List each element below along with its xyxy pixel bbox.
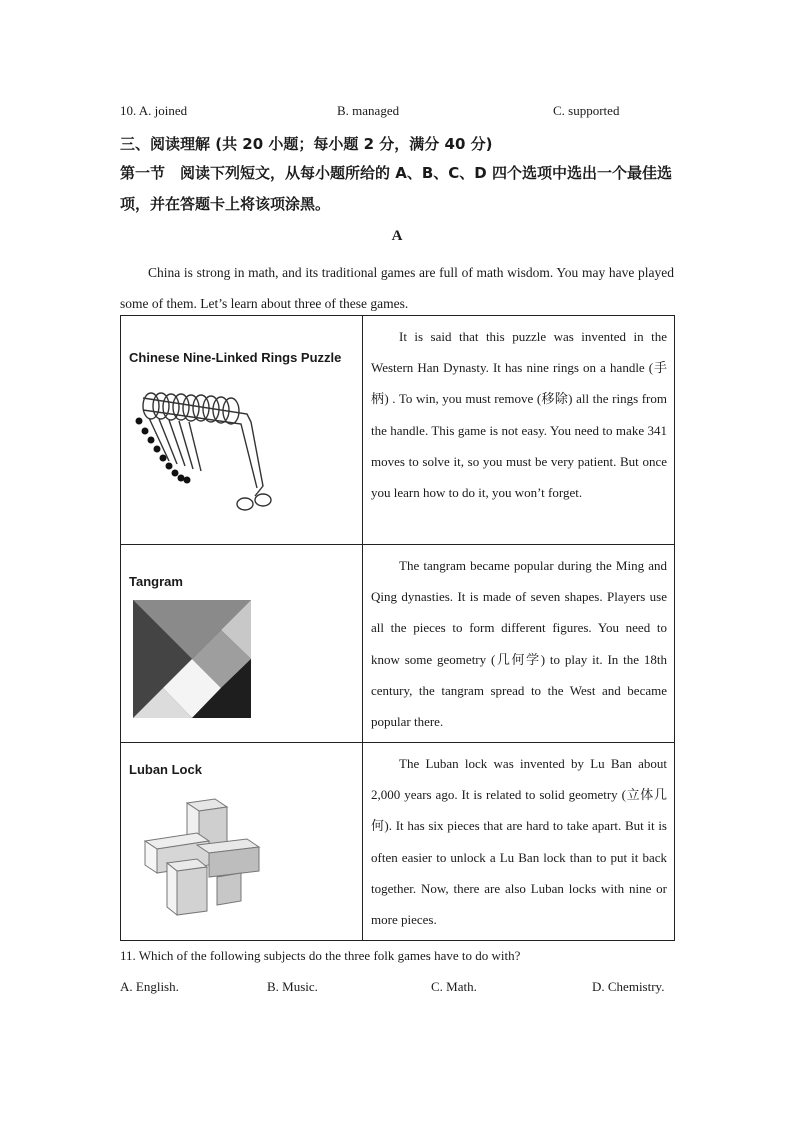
game-desc-tangram	[363, 545, 675, 743]
q11-stem: 11. Which of the following subjects do the three folk games have to do with?	[120, 948, 521, 963]
luban-lock-image	[137, 793, 267, 918]
game-desc-luban	[363, 743, 675, 941]
q10-option-a: 10. A. joined	[120, 103, 188, 118]
q11-option-d: D. Chemistry.	[592, 979, 665, 994]
game-description: The tangram became popular during the Ming and Qing dynasties. It is made of seven shapes. Players use all the pieces to form different figures. You need to know some geometry (几何学) to play it. In the 18th century, the tangram spread to the West and became popular there.	[371, 558, 667, 730]
tangram-image	[133, 600, 251, 718]
game-name: Tangram	[129, 574, 183, 589]
q11-option-a: A. English.	[120, 979, 179, 994]
q11-option-b: B. Music.	[267, 979, 318, 994]
table-row	[121, 316, 675, 545]
game-name: Chinese Nine-Linked Rings Puzzle	[129, 350, 342, 365]
game-description: It is said that this puzzle was invented in the Western Han Dynasty. It has nine rings on a handle (手柄) . To win, you must remove (移除) all the rings from the handle. This game is not easy. You need to make 341 moves to solve it, so you must be very patient. But once you learn how to do it, you won’t forget.	[371, 329, 667, 501]
games-table	[120, 315, 675, 941]
game-name: Luban Lock	[129, 762, 202, 777]
table-row	[121, 545, 675, 743]
section-title: 三、阅读理解 (共 20 小题；每小题 2 分，满分 40 分)	[120, 135, 493, 153]
game-cell-rings	[121, 316, 363, 545]
passage-label: A	[391, 228, 403, 244]
passage-intro: China is strong in math, and its traditional games are full of math wisdom. You may have played some of them. Let’s learn about three of these games.	[120, 265, 674, 311]
q10-option-c: C. supported	[553, 103, 620, 118]
table-row	[121, 743, 675, 941]
section-instructions: 第一节 阅读下列短文，从每小题所给的 A、B、C、D 四个选项中选出一个最佳选项，并在答题卡上将该项涂黑。	[120, 164, 672, 213]
game-desc-rings	[363, 316, 675, 545]
q10-option-b: B. managed	[337, 103, 400, 118]
nine-linked-rings-image	[129, 376, 289, 516]
game-cell-tangram	[121, 545, 363, 743]
game-cell-luban	[121, 743, 363, 941]
game-description: The Luban lock was invented by Lu Ban about 2,000 years ago. It is related to solid geometry (立体几何). It has six pieces that are hard to take apart. But it is often easier to unlock a Lu Ban lock than to put it back together. Now, there are also Luban locks with nine or more pieces.	[371, 756, 667, 928]
q11-option-c: C. Math.	[431, 979, 477, 994]
